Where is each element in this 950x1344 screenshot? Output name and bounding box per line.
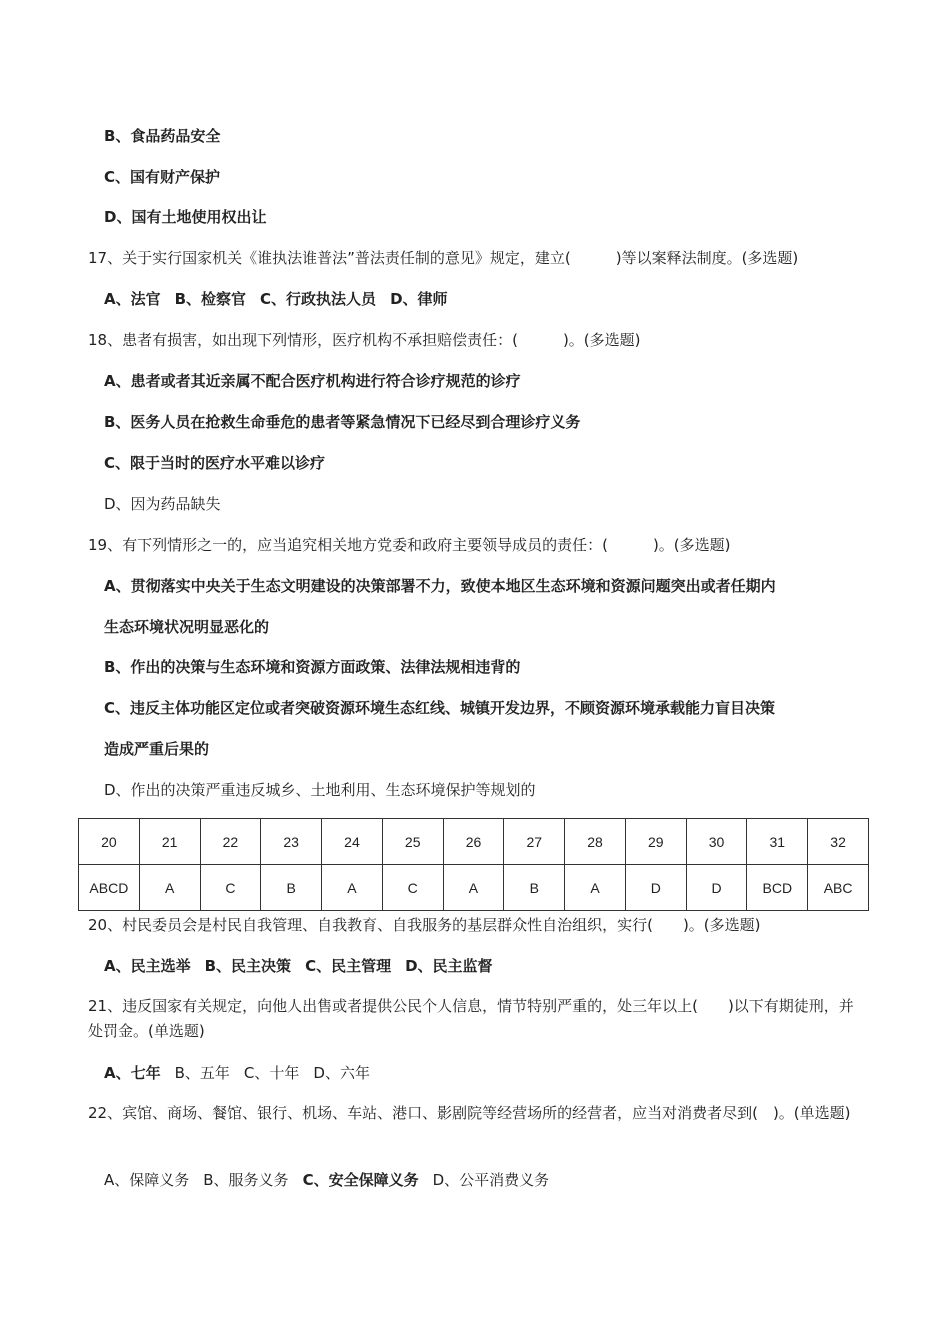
q19-option-c-line2: 造成严重后果的 <box>104 740 210 758</box>
answer-cell: B <box>261 865 322 911</box>
answer-cell: A <box>443 865 504 911</box>
q17-option-b: B、检察官 <box>174 290 247 308</box>
answer-cell: ABC <box>808 865 869 911</box>
question-number-cell: 21 <box>139 819 200 865</box>
answer-cell: C <box>382 865 443 911</box>
question-number-cell: 24 <box>322 819 383 865</box>
q18-option-b: B、医务人员在抢救生命垂危的患者等紧急情况下已经尽到合理诊疗义务 <box>104 413 581 431</box>
q22-text: 22、宾馆、商场、餐馆、银行、机场、车站、港口、影剧院等经营场所的经营者，应当对消费者尽到( )。(单选题) <box>88 1104 851 1122</box>
answer-cell: A <box>322 865 383 911</box>
q18-option-d: D、因为药品缺失 <box>104 495 221 513</box>
answer-table-number-row <box>79 819 869 865</box>
q22-option-d: D、公平消费义务 <box>432 1171 550 1189</box>
q19-text: 19、有下列情形之一的，应当追究相关地方党委和政府主要领导成员的责任：( )。(多选题) <box>88 536 731 554</box>
question-number-cell: 23 <box>261 819 322 865</box>
q17-option-d: D、律师 <box>390 290 448 308</box>
q19-option-c-line1: C、违反主体功能区定位或者突破资源环境生态红线、城镇开发边界，不顾资源环境承载能力盲目决策 <box>104 699 776 717</box>
q20-option-b: B、民主决策 <box>204 957 292 975</box>
question-number-cell: 30 <box>686 819 747 865</box>
question-number-cell: 25 <box>382 819 443 865</box>
q20-option-a: A、民主选举 <box>104 957 191 975</box>
question-number-cell: 32 <box>808 819 869 865</box>
q16-option-d: D、国有土地使用权出让 <box>104 208 267 226</box>
q20-option-c: C、民主管理 <box>305 957 392 975</box>
q17-option-a: A、法官 <box>104 290 161 308</box>
question-number-cell: 29 <box>625 819 686 865</box>
answer-cell: BCD <box>747 865 808 911</box>
q20-text: 20、村民委员会是村民自我管理、自我教育、自我服务的基层群众性自治组织，实行( )。(多选题) <box>88 916 761 934</box>
answer-cell: B <box>504 865 565 911</box>
answer-cell: D <box>625 865 686 911</box>
q18-option-c: C、限于当时的医疗水平难以诊疗 <box>104 454 326 472</box>
q17-options <box>104 289 462 309</box>
q18-text: 18、患者有损害，如出现下列情形，医疗机构不承担赔偿责任：( )。(多选题) <box>88 331 641 349</box>
q20-option-d: D、民主监督 <box>405 957 493 975</box>
answer-table-answer-row <box>79 865 869 911</box>
answer-cell: A <box>139 865 200 911</box>
answer-cell: ABCD <box>79 865 140 911</box>
q16-option-c: C、国有财产保护 <box>104 168 221 186</box>
q19-option-a-line2: 生态环境状况明显恶化的 <box>104 618 270 636</box>
question-number-cell: 31 <box>747 819 808 865</box>
q22-options <box>104 1170 563 1190</box>
q21-option-d: D、六年 <box>313 1064 370 1082</box>
q22-option-c: C、安全保障义务 <box>302 1171 419 1189</box>
q17-option-c: C、行政执法人员 <box>260 290 377 308</box>
q21-options <box>104 1063 384 1083</box>
q17-text: 17、关于实行国家机关《谁执法谁普法”普法责任制的意见》规定，建立( )等以案释法制度。(多选题) <box>88 249 799 267</box>
question-number-cell: 27 <box>504 819 565 865</box>
question-number-cell: 20 <box>79 819 140 865</box>
q21-option-a: A、七年 <box>104 1064 161 1082</box>
q19-option-a-line1: A、贯彻落实中央关于生态文明建设的决策部署不力，致使本地区生态环境和资源问题突出或者任期内 <box>104 577 776 595</box>
q22-option-b: B、服务义务 <box>203 1171 289 1189</box>
q21-option-b: B、五年 <box>174 1064 230 1082</box>
q20-options <box>104 956 507 976</box>
answer-table <box>78 818 869 911</box>
question-number-cell: 26 <box>443 819 504 865</box>
q22-option-a: A、保障义务 <box>104 1171 190 1189</box>
q19-option-d: D、作出的决策严重违反城乡、土地利用、生态环境保护等规划的 <box>104 781 536 799</box>
answer-cell: D <box>686 865 747 911</box>
q16-option-b: B、食品药品安全 <box>104 127 221 145</box>
q21-option-c: C、十年 <box>243 1064 300 1082</box>
q21-text: 21、违反国家有关规定，向他人出售或者提供公民个人信息，情节特别严重的，处三年以上( )以下有期徒刑，并处罚金。(单选题) <box>88 997 854 1040</box>
answer-cell: C <box>200 865 261 911</box>
q19-option-b: B、作出的决策与生态环境和资源方面政策、法律法规相违背的 <box>104 658 521 676</box>
answer-cell: A <box>565 865 626 911</box>
question-number-cell: 22 <box>200 819 261 865</box>
question-number-cell: 28 <box>565 819 626 865</box>
q18-option-a: A、患者或者其近亲属不配合医疗机构进行符合诊疗规范的诊疗 <box>104 372 521 390</box>
